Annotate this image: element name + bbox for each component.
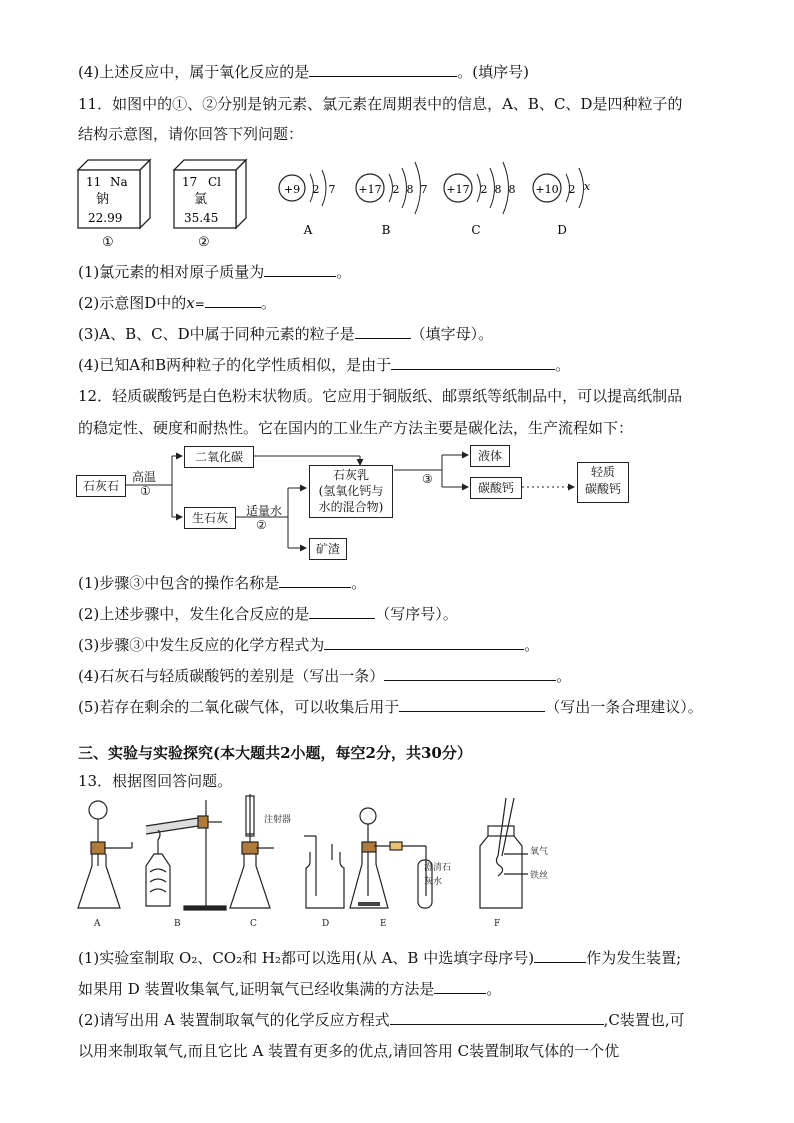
svg-text:澄清石: 澄清石 [424,863,452,873]
svg-text:7: 7 [328,183,336,196]
q12-sub2: (2)上述步骤中，发生化合反应的是 （写序号）。 [78,605,458,623]
q11-sub2: (2)示意图D中的x= 。 [78,294,276,312]
svg-text:D: D [557,223,567,237]
answer-blank[interactable] [391,355,555,370]
na-symbol: Na [110,175,128,189]
apparatus-c [230,794,291,929]
svg-text:灰水: 灰水 [424,877,443,887]
q12-stem-line2: 的稳定性、硬度和耐热性。它在国内的工业生产方法主要是碳化法，生产流程如下： [78,419,634,437]
svg-text:8: 8 [494,183,502,196]
svg-text:D: D [322,919,330,929]
box-slag: 矿渣 [309,538,347,560]
q13-intro: 13．根据图回答问题。 [78,772,233,790]
svg-text:B: B [381,223,391,237]
q13-sub1-line1: (1)实验室制取 O₂、CO₂和 H₂都可以选用(从 A、B 中选填字母序号) 作为发生装置; [78,949,682,967]
svg-text:C: C [250,919,257,929]
answer-blank[interactable] [434,979,486,994]
apparatus-d [304,836,344,929]
periodic-table-figures [74,156,254,252]
svg-text:F: F [494,919,501,929]
apparatus-a [78,801,132,929]
apparatus-f [480,798,548,929]
atom-structure-figures [270,156,610,238]
box-caco3: 碳酸钙 [470,477,522,499]
answer-blank[interactable] [309,62,457,77]
lab-apparatus-figure [74,796,549,936]
box-liquid: 液体 [470,445,510,467]
box-light-caco3: 轻质 碳酸钙 [577,462,629,503]
label-step3: ③ [422,472,433,486]
na-mass: 22.99 [88,211,123,225]
svg-text:2: 2 [480,183,488,196]
svg-text:+10: +10 [535,183,559,196]
svg-text:+9: +9 [283,183,301,196]
q12-sub5: (5)若存在剩余的二氧化碳气体，可以收集后用于 （写出一条合理建议）。 [78,698,703,716]
answer-blank[interactable] [534,948,586,963]
answer-blank[interactable] [399,697,545,712]
box-limestone: 石灰石 [76,475,126,497]
box-quicklime: 生石灰 [184,507,236,529]
q11-stem-line1: 11．如图中的①、②分别是钠元素、氯元素在周期表中的信息，A、B、C、D是四种粒子的 [78,95,683,113]
q13-sub2-line2: 以用来制取氧气,而且它比 A 装置有更多的优点,请回答用 C装置制取气体的一个优 [78,1042,620,1060]
svg-text:7: 7 [420,183,428,196]
svg-text:8: 8 [508,183,516,196]
label-step1: ① [140,484,151,498]
answer-blank[interactable] [279,573,351,588]
q11-stem-line2: 结构示意图，请你回答下列问题： [78,125,304,143]
answer-blank[interactable] [264,262,336,277]
chlorine-cube [174,160,246,250]
section3-title: 三、实验与实验探究(本大题共2小题，每空2分，共30分） [78,744,472,762]
svg-text:2: 2 [392,183,400,196]
svg-text:A: A [303,223,313,237]
svg-text:A: A [94,919,101,929]
q12-sub3: (3)步骤③中发生反应的化学方程式为 。 [78,636,540,654]
svg-text:注射器: 注射器 [264,815,292,825]
atom-d [533,168,591,237]
svg-text:+17: +17 [446,183,470,196]
q11-sub1: (1)氯元素的相对原子质量为 。 [78,263,352,281]
na-label: ① [102,235,114,250]
q11-sub4: (4)已知A和B两种粒子的化学性质相似，是由于 。 [78,356,571,374]
box-co2: 二氧化碳 [184,446,254,468]
apparatus-b [146,800,226,929]
cl-label: ② [198,235,210,250]
atom-b [356,162,428,237]
cl-name: 氯 [194,192,208,207]
svg-text:8: 8 [406,183,414,196]
q13-sub2-line1: (2)请写出用 A 装置制取氧气的化学反应方程式 ,C装置也,可 [78,1011,685,1029]
na-number: 11 [86,175,102,189]
label-water: 适量水 [246,504,283,518]
answer-blank[interactable] [384,666,556,681]
cl-symbol: Cl [208,175,222,189]
svg-text:铁丝: 铁丝 [530,871,549,881]
svg-text:x: x [583,180,591,193]
svg-text:氧气: 氧气 [530,847,549,857]
svg-text:B: B [174,919,181,929]
na-name: 钠 [96,192,110,207]
box-milk-of-lime: 石灰乳 (氢氧化钙与 水的混合物) [309,465,393,518]
answer-blank[interactable] [324,635,524,650]
sodium-cube [78,160,150,250]
q12-sub4: (4)石灰石与轻质碳酸钙的差别是（写出一条） 。 [78,667,572,685]
atom-a [279,170,336,237]
label-step2: ② [256,518,267,532]
svg-text:+17: +17 [358,183,382,196]
apparatus-e [350,808,451,929]
q11-sub3: (3)A、B、C、D中属于同种元素的粒子是 （填字母）。 [78,325,494,343]
answer-blank[interactable] [390,1010,604,1025]
answer-blank[interactable] [205,293,261,308]
production-flowchart [74,440,644,560]
cl-mass: 35.45 [184,211,219,225]
atom-c [444,162,516,237]
q12-stem-line1: 12．轻质碳酸钙是白色粉末状物质。它应用于铜版纸、邮票纸等纸制品中，可以提高纸制品 [78,387,683,405]
svg-text:2: 2 [568,183,576,196]
svg-text:E: E [380,919,387,929]
svg-text:2: 2 [312,183,320,196]
answer-blank[interactable] [309,604,375,619]
q13-sub1-line2: 如果用 D 装置收集氧气,证明氧气已经收集满的方法是 。 [78,980,502,998]
label-high-temp: 高温 [132,470,157,484]
svg-text:C: C [471,223,481,237]
answer-blank[interactable] [355,324,411,339]
q10-sub4: (4)上述反应中，属于氧化反应的是 。(填序号) [78,63,529,81]
cl-number: 17 [182,175,198,189]
q12-sub1: (1)步骤③中包含的操作名称是 。 [78,574,367,592]
